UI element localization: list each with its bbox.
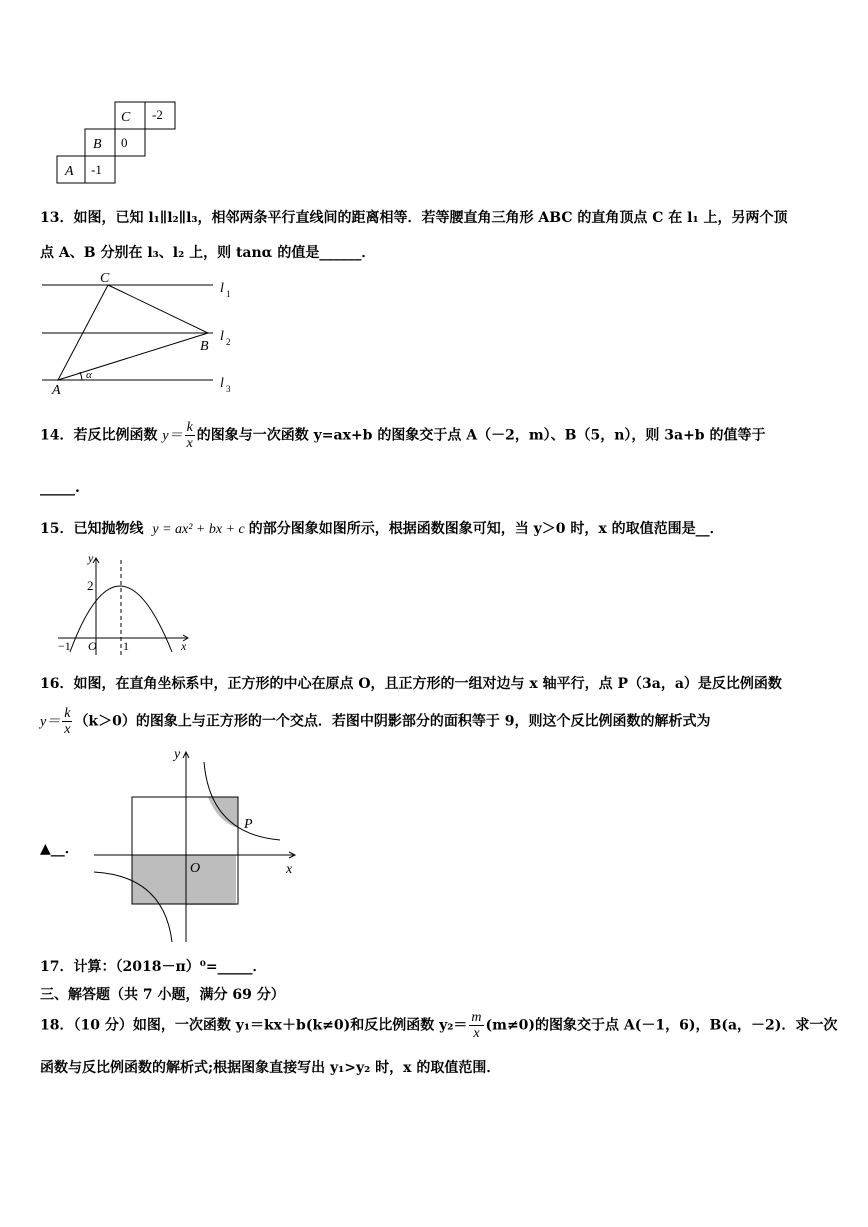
q16-text-line2 bbox=[40, 706, 711, 738]
grid-figure bbox=[55, 100, 180, 190]
grid-cell-neg2: -2 bbox=[152, 107, 163, 122]
q14-lhs: y＝ bbox=[162, 428, 183, 444]
grid-cell-b: B bbox=[93, 137, 102, 152]
q13-label-l3-sub: 3 bbox=[226, 384, 231, 394]
q14-den: x bbox=[186, 436, 193, 451]
q18-pre: 18．（10 分）如图，一次函数 y₁＝kx＋b(k≠0)和反比例函数 y₂＝ bbox=[40, 1017, 468, 1034]
q18-post: (m≠0)的图象交于点 A(－1，6)，B(a，－2)．求一次 bbox=[485, 1017, 838, 1034]
q18-text-line2: 函数与反比例函数的解析式;根据图象直接写出 y₁>y₂ 时，x 的取值范围． bbox=[40, 1060, 501, 1076]
q13-label-l2-sub: 2 bbox=[226, 337, 231, 347]
q16-fraction bbox=[62, 706, 72, 737]
q16-label-x: x bbox=[286, 862, 293, 877]
q16-lhs: y＝ bbox=[40, 714, 61, 730]
q15-post: 的部分图象如图所示，根据函数图象可知，当 y＞0 时，x 的取值范围是__． bbox=[248, 521, 724, 537]
q14-post: 的图象与一次函数 y=ax+b 的图象交于点 A（－2，m）、B（5，n），则 3a+b 的值等于 bbox=[196, 427, 766, 444]
grid-cell-0: 0 bbox=[121, 135, 128, 150]
q14-pre: 14．若反比例函数 bbox=[40, 427, 158, 444]
q15-label-2: 2 bbox=[87, 578, 94, 593]
section3-heading: 三、解答题（共 7 小题，满分 69 分） bbox=[40, 987, 285, 1003]
q15-label-y: y bbox=[88, 551, 94, 565]
q13-text-line2: 点 A、B 分别在 l₃、l₂ 上，则 tanα 的值是______． bbox=[40, 245, 376, 261]
q18-num: m bbox=[471, 1010, 482, 1025]
q14-blank: _____. bbox=[40, 480, 80, 496]
q15-label-neg1: −1 bbox=[58, 639, 71, 653]
q13-label-l2: l bbox=[220, 329, 224, 344]
q16-answer: ▲__． bbox=[40, 841, 79, 857]
q13-figure bbox=[38, 268, 248, 398]
q13-label-l1: l bbox=[220, 281, 224, 296]
q16-text-line1: 16．如图，在直角坐标系中，正方形的中心在原点 O，且正方形的一组对边与 x 轴平行，点 P（3a，a）是反比例函数 bbox=[40, 676, 782, 692]
q13-label-b: B bbox=[200, 339, 209, 354]
q13-label-alpha: α bbox=[86, 369, 92, 381]
q13-label-a: A bbox=[52, 383, 61, 398]
q15-figure bbox=[52, 550, 197, 660]
q16-post: （k＞0）的图象上与正方形的一个交点．若图中阴影部分的面积等于 9，则这个反比例函数的解析式为 bbox=[74, 713, 711, 730]
q14-num: k bbox=[186, 420, 193, 435]
q15-label-1: 1 bbox=[123, 639, 129, 653]
q17-text: 17．计算：（2018－π）⁰=_____． bbox=[40, 959, 267, 975]
q16-figure bbox=[90, 742, 305, 947]
q13-label-l1-sub: 1 bbox=[226, 289, 231, 299]
q18-fraction bbox=[469, 1010, 483, 1041]
grid-cell-a: A bbox=[65, 164, 74, 179]
q13-text-line1: 13．如图，已知 l₁∥l₂∥l₃，相邻两条平行直线间的距离相等．若等腰直角三角形 ABC 的直角顶点 C 在 l₁ 上，另两个顶 bbox=[40, 210, 788, 226]
q15-formula: y = ax² + bx + c bbox=[152, 522, 245, 537]
q13-label-c: C bbox=[100, 271, 110, 286]
q15-label-o: O bbox=[88, 639, 97, 653]
q14-text bbox=[40, 420, 765, 452]
q18-den: x bbox=[473, 1026, 480, 1041]
q16-den: x bbox=[64, 722, 71, 737]
grid-cell-c: C bbox=[121, 110, 131, 125]
q14-fraction bbox=[185, 420, 195, 451]
q16-label-o: O bbox=[190, 861, 201, 876]
q18-text-line1 bbox=[40, 1010, 837, 1041]
grid-cell-neg1: -1 bbox=[91, 162, 102, 177]
q16-label-y: y bbox=[174, 747, 181, 762]
q15-pre: 15．已知抛物线 bbox=[40, 521, 144, 537]
q15-text bbox=[40, 518, 724, 538]
q15-label-x: x bbox=[181, 639, 187, 653]
q13-label-l3: l bbox=[220, 376, 224, 391]
q16-label-p: P bbox=[244, 817, 253, 832]
q16-num: k bbox=[64, 706, 71, 721]
